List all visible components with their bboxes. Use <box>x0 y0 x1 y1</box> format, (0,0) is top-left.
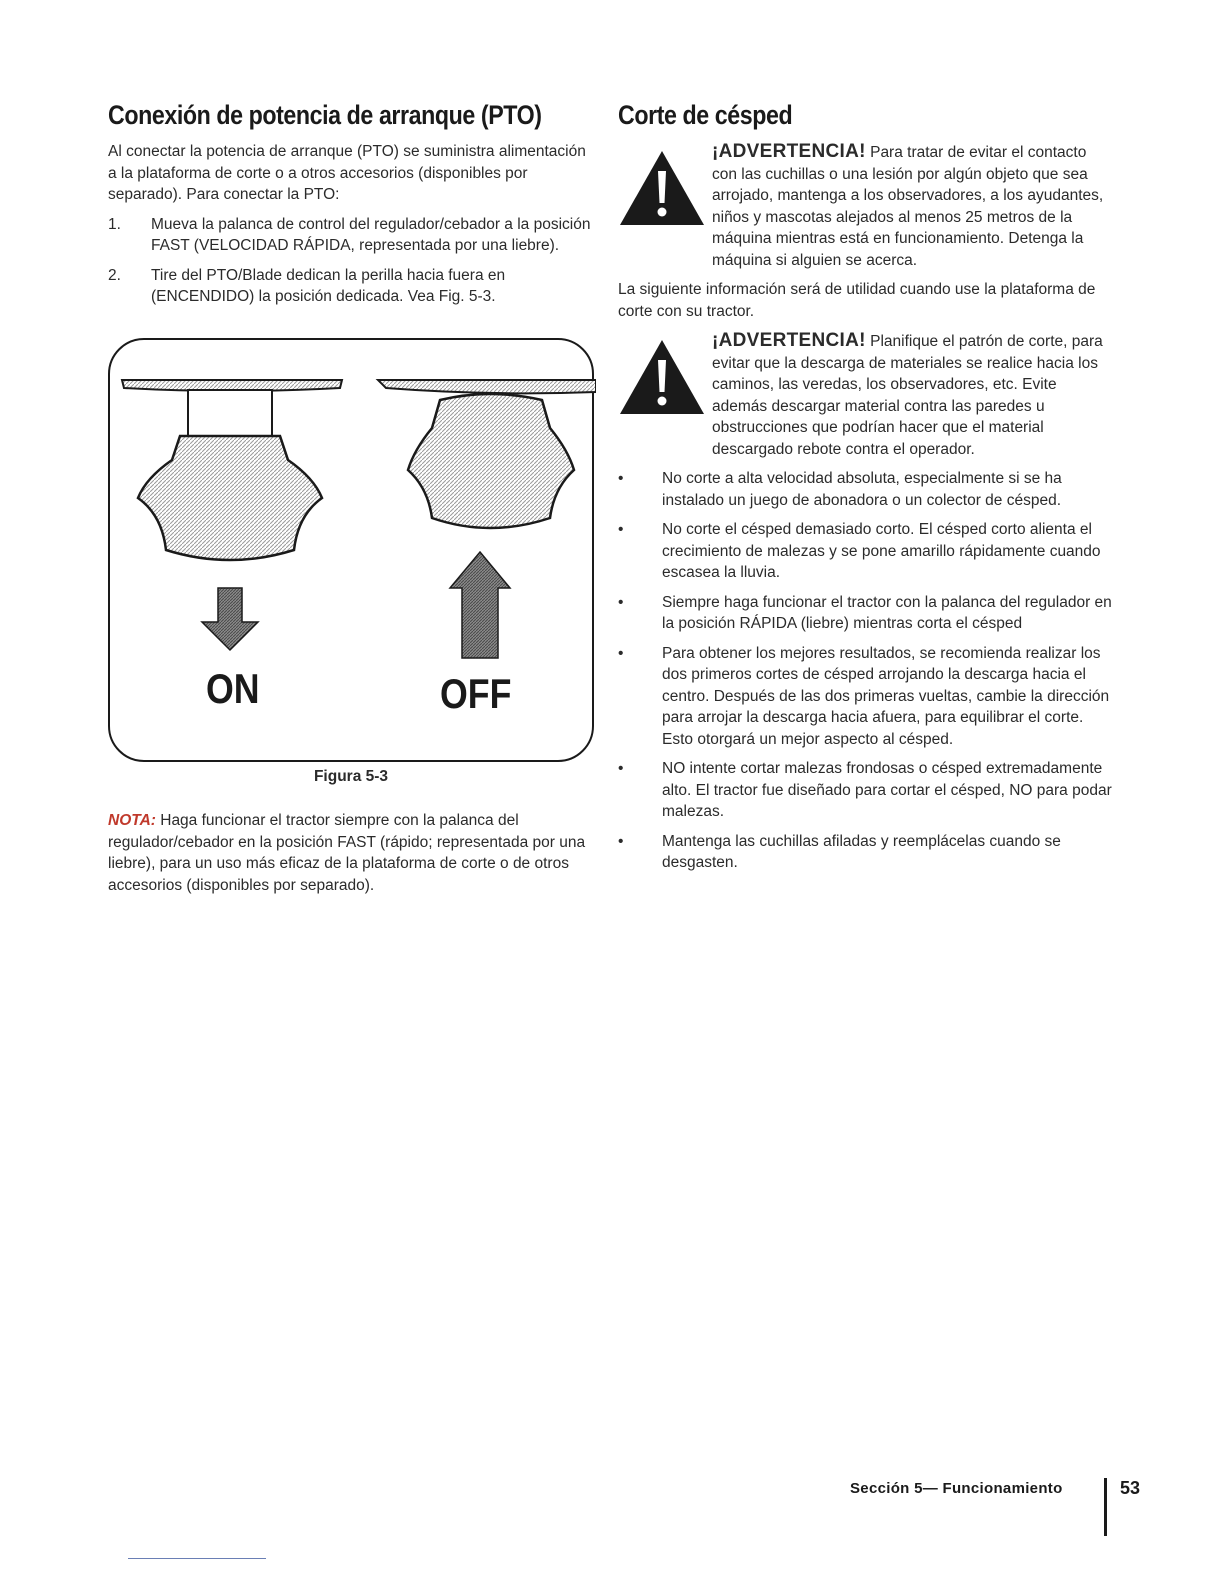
warning-block-1 <box>618 141 1113 271</box>
right-column <box>618 100 1113 882</box>
bullet-text: Siempre haga funcionar el tractor con la palanca del regulador en la posición RÁPIDA (liebre) mientras corta el césped <box>662 593 1112 632</box>
arrow-down-icon <box>202 588 258 650</box>
warning-triangle-icon <box>618 149 706 227</box>
note-label: NOTA: <box>108 812 156 829</box>
figure-caption: Figura 5-3 <box>313 768 389 785</box>
info-paragraph: La siguiente información será de utilidad cuando use la plataforma de corte con su tractor. <box>618 281 1096 320</box>
step-number: 2. <box>108 266 121 284</box>
pto-steps <box>108 214 593 308</box>
pto-section-title: Conexión de potencia de arranque (PTO) <box>108 100 542 130</box>
note-text: Haga funcionar el tractor siempre con la palanca del regulador/cebador en la posición FAST (rápido; representada por una liebre), para un uso más eficaz de la plataforma de corte o de otros accesorios (disponibles por separado). <box>108 812 586 894</box>
knob-off-position <box>378 380 596 658</box>
knob-on-position <box>122 380 342 650</box>
step-text: Mueva la palanca de control del regulador/cebador a la posición FAST (VELOCIDAD RÁPIDA, representada por una liebre). <box>151 215 591 254</box>
bullet-icon: • <box>618 760 624 777</box>
list-item <box>618 831 1113 874</box>
warning-2-body: Planifique el patrón de corte, para evitar que la descarga de materiales se realice hacia los caminos, las veredas, los observadores, etc. Evite además descargar material contra las paredes u obstrucciones que podrían hacer que el material descargado rebote contra el operador. <box>712 333 1103 458</box>
list-item <box>618 468 1113 511</box>
warning-1-text <box>712 141 1113 271</box>
bullet-icon: • <box>618 644 624 662</box>
warning-1-title: ¡ADVERTENCIA! <box>712 141 866 162</box>
bullet-icon: • <box>618 593 624 611</box>
warning-block-2 <box>618 330 1113 460</box>
warning-2-title: ¡ADVERTENCIA! <box>712 330 866 351</box>
footer-divider <box>1104 1478 1107 1536</box>
step-text: Tire del PTO/Blade dedican la perilla hacia fuera en (ENCENDIDO) la posición dedicada. Vea Fig. 5-3. <box>151 266 506 305</box>
bullet-icon: • <box>618 470 624 487</box>
bullet-icon: • <box>618 521 624 538</box>
left-column <box>108 100 593 894</box>
bullet-text: Para obtener los mejores resultados, se recomienda realizar los dos primeros cortes de césped arrojando la descarga hacia el centro. Después de las dos primeras vueltas, cambie la dirección para arrojar la descarga hacia afuera, para equilibrar el corte. Esto otorgará un mejor aspecto al césped. <box>662 644 1110 748</box>
list-item <box>618 519 1113 584</box>
bottom-rule <box>128 1558 266 1559</box>
step-number: 1. <box>108 215 121 233</box>
off-label: OFF <box>440 670 512 717</box>
warning-2-text <box>712 330 1113 460</box>
step-item <box>108 214 593 257</box>
pto-knob-illustration <box>110 340 596 764</box>
step-item <box>108 265 593 308</box>
warning-triangle-icon <box>618 338 706 416</box>
warning-1-body: Para tratar de evitar el contacto con las cuchillas o una lesión por algún objeto que sea arrojado, mantenga a los observadores, a los ayudantes, niños y mascotas alejados al menos 25 metros de la máquina mientras está en funcionamiento. Detenga la máquina si alguien se acerca. <box>712 144 1104 269</box>
on-label: ON <box>206 665 260 712</box>
bullet-text: NO intente cortar malezas frondosas o césped extremadamente alto. El tractor fue diseñado para cortar el césped, NO para podar malezas. <box>662 760 1112 820</box>
cutting-section-title: Corte de césped <box>618 100 793 130</box>
bullet-text: Mantenga las cuchillas afiladas y reemplácelas cuando se desgasten. <box>662 832 1061 871</box>
cutting-tips-list <box>618 468 1113 874</box>
bullet-text: No corte el césped demasiado corto. El césped corto alienta el crecimiento de malezas y se pone amarillo rápidamente cuando escasea la lluvia. <box>662 521 1101 581</box>
list-item <box>618 592 1113 635</box>
note-paragraph <box>108 810 593 896</box>
list-item <box>618 758 1113 823</box>
pto-intro: Al conectar la potencia de arranque (PTO) se suministra alimentación a la plataforma de corte o a otros accesorios (disponibles por separado). Para conectar la PTO: <box>108 143 586 203</box>
bullet-icon: • <box>618 832 624 850</box>
page-number: 53 <box>1120 1478 1141 1498</box>
arrow-up-icon <box>450 552 510 658</box>
pto-knob-figure <box>108 338 594 762</box>
list-item <box>618 643 1113 751</box>
bullet-text: No corte a alta velocidad absoluta, especialmente si se ha instalado un juego de abonadora o un colector de césped. <box>662 470 1062 509</box>
footer-section-title: Sección 5— Funcionamiento <box>850 1480 1063 1497</box>
